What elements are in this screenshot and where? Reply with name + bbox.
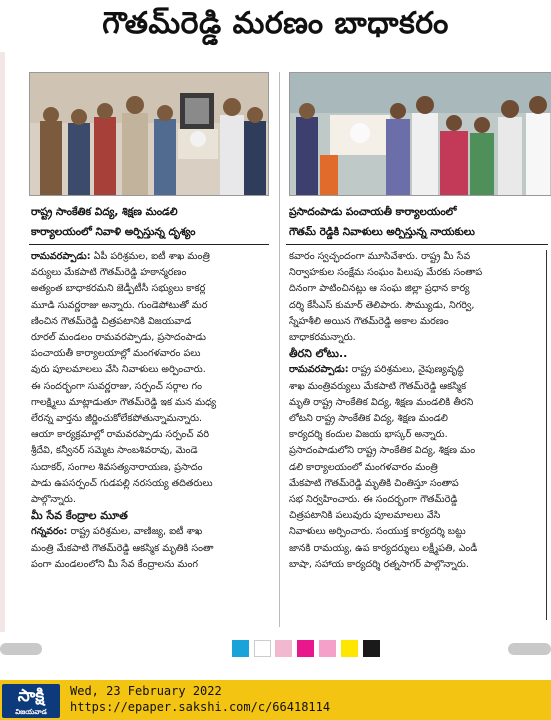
article-line: పంగా మండలంలోని మీ సేవ కేంద్రాలను మంగ: [31, 558, 198, 570]
section-subheading: మీ సేవ కేంద్రాల మూత: [31, 509, 128, 523]
article-line: ఆయా కార్యక్రమాల్లో రామవరప్పాడు సర్పంచ్ వరి: [31, 429, 210, 441]
caption-rule-right: [286, 244, 548, 245]
headline: గౌతమ్‌రెడ్డి మరణం బాధాకరం: [102, 6, 449, 41]
right-photo[interactable]: [289, 72, 551, 196]
horizontal-scrollbar-right[interactable]: [508, 643, 551, 655]
article-line: కార్యదర్శి కందుల విజయ భాస్కర్ అన్నారు.: [289, 429, 448, 441]
article-line: మేకపాటి గౌతమ్‌రెడ్డి మృతికి చింతిస్తూ సంతాప: [289, 477, 459, 489]
section-subheading: తీరని లోటు..: [289, 347, 348, 361]
right-article-column: [289, 249, 529, 573]
sakshi-logo[interactable]: [2, 684, 60, 718]
article-line: నిర్వాహకుల సంక్షేమ సంఘం పిలుపు మేరకు సంతాప: [289, 267, 483, 279]
article-line: వురు పూలమాలలు వేసి నివాళులు అర్పించారు.: [31, 364, 206, 376]
caption-line: ప్రసాదంపాడు పంచాయతీ కార్యాలయంలో: [289, 206, 457, 218]
article-line: ఈ సందర్భంగా సువర్ణరాజు, సర్పంచ్ సర్గాల గం: [31, 380, 202, 392]
caption-line: గౌతమ్ రెడ్డికి నివాళులు అర్పిస్తున్న నాయకులు: [289, 226, 475, 238]
article-line: పాల్గొన్నారు.: [31, 494, 76, 506]
article-line: చిత్రపటానికి పలువురు పూలమాలలు వేసి: [289, 510, 441, 522]
article-line: డలి కార్యాలయంలో మంగళవారం మంత్రి: [289, 461, 438, 473]
article-line: బాషా, సహాయ కార్యదర్శి రత్నసాగర్ పాల్గొన్నారు.: [289, 558, 469, 570]
article-line: సుదాకర్, సంగాల శివసత్యనారాయణ, ప్రసాదం: [31, 461, 203, 473]
article-line: లేరన్న వార్తను జీర్ణించుకోలేకపోతున్నామన్నారు.: [31, 413, 203, 425]
left-edge-strip: [0, 52, 5, 632]
article-line: దినంగా పాటించినట్లు ఆ సంఘ జిల్లా ప్రధాన కార్య: [289, 283, 470, 295]
article-line: సభ నిర్వహించారు. ఈ సందర్భంగా గౌతమ్‌రెడ్డి: [289, 494, 458, 506]
right-edge-divider: [546, 250, 547, 620]
article-line: ప్రసాదంపాడులోని రాష్ట్ర సాంకేతిక విద్య, శిక్షణ మం: [289, 445, 476, 457]
article-line: పాడు ఉపసర్పంచ్ గుడపల్లి నరసయ్య తదితరులు: [31, 477, 213, 489]
logo-subtext: విజయవాడ: [15, 708, 47, 716]
article-line: వర్యులు మేకపాటి గౌతమ్‌రెడ్డి హఠాన్మరణం: [31, 267, 187, 279]
article-line: బాధాకరమన్నారు.: [289, 332, 356, 344]
footer-date: Wed, 23 February 2022: [70, 684, 222, 698]
color-swatch: [232, 640, 249, 657]
color-swatch: [254, 640, 271, 657]
left-article-column: [31, 249, 271, 573]
article-line: రామవరప్పాడు: ఏపీ పరిశ్రమల, ఐటీ శాఖ మంత్రి: [31, 251, 210, 262]
article-line: శాఖ మంత్రివర్యులు మేకపాటి గౌతమ్‌రెడ్డి ఆకస్మిక: [289, 380, 467, 392]
logo-text: సాక్షి: [17, 686, 45, 706]
article-line: శ్రీదేవి, కన్వీనర్ సమ్మెట సాంబశివరావు, మెండె: [31, 445, 198, 457]
caption-line: కార్యాలయంలో నివాళి అర్పిస్తున్న దృశ్యం: [31, 226, 196, 238]
horizontal-scrollbar-left[interactable]: [0, 643, 42, 655]
article-line: దర్శి కే‌సీ‌ఎస్ కుమార్ తెలిపారు. సౌమ్యుడు, నిగర్వి,: [289, 299, 475, 311]
article-line: లోటని రాష్ట్ర సాంకేతిక విద్య, శిక్షణ మండలి: [289, 413, 448, 425]
article-line: కవారం స్వచ్ఛందంగా మూసివేశారు. రాష్ట్ర మీ సేవ: [289, 251, 471, 262]
footer-url[interactable]: https://epaper.sakshi.com/c/66418114: [70, 700, 331, 714]
color-swatch: [341, 640, 358, 657]
article-line: ణించిన గౌతమ్‌రెడ్డి చిత్రపటానికి విజయవాడ: [31, 315, 192, 327]
article-line: జానకి రామయ్య, ఉప కార్యదర్శులు లక్ష్మీపతి, ఎండీ: [289, 542, 478, 554]
left-photo-caption: [31, 204, 271, 240]
article-line: గాలక్ష్మిలు మాట్లాడుతూ గౌతమ్‌రెడ్డి ఇక మన మధ్య: [31, 396, 217, 408]
article-line: నివాళులు అర్పించారు. సంయుక్త కార్యదర్శి బట్టు: [289, 526, 466, 538]
article-line: గన్నవరం: రాష్ట్ర పరిశ్రమల, వాణిజ్య, ఐటీ శాఖ: [31, 526, 203, 538]
left-photo[interactable]: [29, 72, 269, 196]
color-swatch: [275, 640, 292, 657]
article-line: అత్యంత బాధాకరమని జెడ్పీటీసీ సభ్యులు కాకర్ల: [31, 283, 206, 295]
caption-rule-left: [29, 244, 269, 245]
article-line: పంచాయతీ కార్యాలయాల్లో మంగళవారం పలు: [31, 348, 201, 360]
color-swatch: [363, 640, 380, 657]
caption-line: రాష్ట్ర సాంకేతిక విద్య, శిక్షణ మండలి: [31, 206, 178, 218]
article-line: మృతి రాష్ట్ర సాంకేతిక విద్య, శిక్షణ మండలికి తీరని: [289, 396, 474, 408]
article-line: మూడి సువర్ణరాజు అన్నారు. గుండెపోటుతో మర: [31, 299, 208, 311]
article-line: స్నేహశీలి అయిన గౌతమ్‌రెడ్డి అకాల మరణం: [289, 315, 449, 327]
column-divider: [279, 72, 280, 627]
article-line: రూరల్ మండలం రామవరప్పాడు, ప్రసాదంపాడు: [31, 332, 206, 344]
color-swatch: [297, 640, 314, 657]
article-line: మంత్రి మేకపాటి గౌతమ్‌రెడ్డి ఆకస్మిక మృతికి సంతా: [31, 542, 214, 554]
color-swatch: [319, 640, 336, 657]
article-line: రామవరప్పాడు: రాష్ట్ర పరిశ్రమలు, నైపుణ్యవృద్ధి: [289, 364, 464, 376]
right-photo-caption: [289, 204, 547, 240]
